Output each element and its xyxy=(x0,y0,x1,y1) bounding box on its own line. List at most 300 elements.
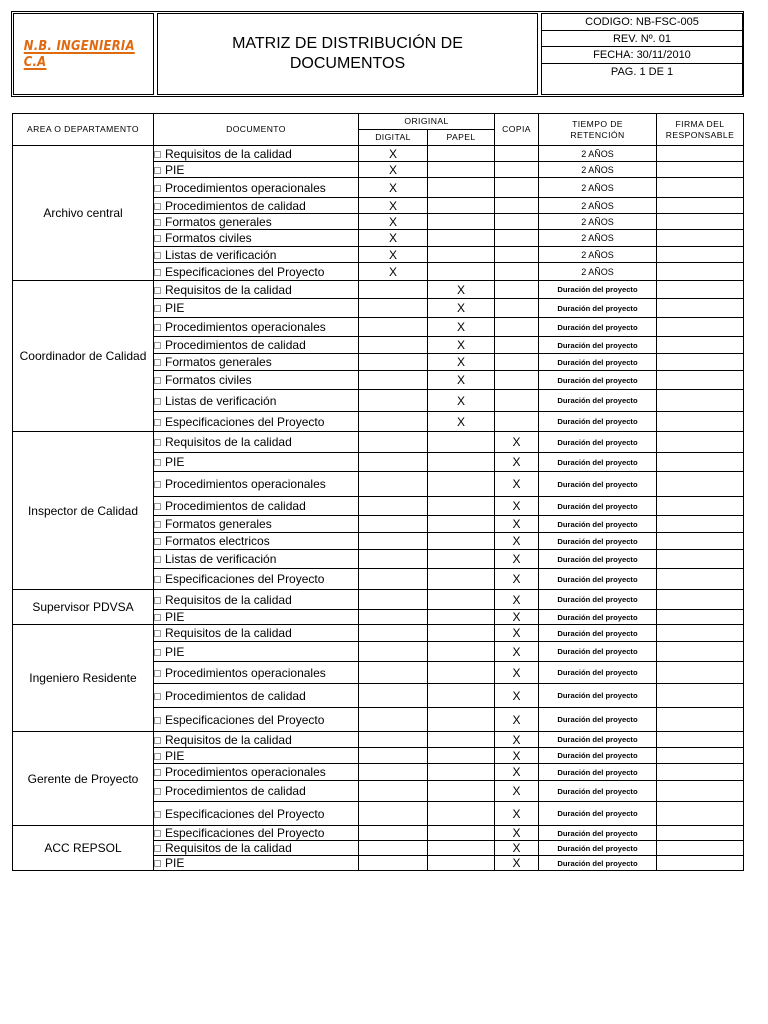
copia-cell xyxy=(495,178,539,198)
papel-cell: X xyxy=(428,337,495,354)
digital-cell xyxy=(359,841,428,856)
document-label: Requisitos de la calidad xyxy=(165,592,292,607)
checkbox-icon xyxy=(154,252,161,259)
digital-cell xyxy=(359,590,428,610)
papel-cell xyxy=(428,610,495,625)
copia-cell: X xyxy=(495,642,539,662)
retention-cell: Duración del proyecto xyxy=(539,625,657,642)
digital-cell: X xyxy=(359,162,428,178)
papel-cell xyxy=(428,230,495,247)
table-row xyxy=(13,146,744,162)
document-label: Procedimientos operacionales xyxy=(165,477,326,491)
col-firma-header xyxy=(657,114,744,146)
signature-cell xyxy=(657,533,744,550)
retention-cell: 2 AÑOS xyxy=(539,247,657,263)
checkbox-icon xyxy=(154,717,161,724)
signature-cell xyxy=(657,214,744,230)
retention-cell: Duración del proyecto xyxy=(539,748,657,764)
signature-cell xyxy=(657,453,744,472)
document-cell xyxy=(154,412,359,432)
digital-cell xyxy=(359,569,428,590)
digital-cell xyxy=(359,497,428,516)
checkbox-icon xyxy=(154,419,161,426)
signature-cell xyxy=(657,662,744,684)
digital-cell: X xyxy=(359,247,428,263)
digital-cell xyxy=(359,472,428,497)
checkbox-icon xyxy=(154,219,161,226)
signature-cell xyxy=(657,781,744,802)
papel-cell xyxy=(428,497,495,516)
col-copia-header: COPIA xyxy=(495,114,539,146)
copia-cell xyxy=(495,299,539,318)
signature-cell xyxy=(657,146,744,162)
document-cell xyxy=(154,781,359,802)
retention-cell: Duración del proyecto xyxy=(539,642,657,662)
copia-cell: X xyxy=(495,802,539,826)
copia-cell: X xyxy=(495,781,539,802)
col-digital-header: DIGITAL xyxy=(359,130,428,146)
checkbox-icon xyxy=(154,830,161,837)
retention-cell: Duración del proyecto xyxy=(539,781,657,802)
papel-cell: X xyxy=(428,390,495,412)
digital-cell xyxy=(359,708,428,732)
checkbox-icon xyxy=(154,737,161,744)
digital-cell xyxy=(359,550,428,569)
signature-cell xyxy=(657,497,744,516)
document-label: Formatos generales xyxy=(165,355,272,369)
document-cell xyxy=(154,497,359,516)
copia-cell xyxy=(495,354,539,371)
checkbox-icon xyxy=(154,630,161,637)
fecha: FECHA: 30/11/2010 xyxy=(542,47,742,64)
retention-cell: 2 AÑOS xyxy=(539,230,657,247)
digital-cell xyxy=(359,533,428,550)
papel-cell xyxy=(428,198,495,214)
document-cell xyxy=(154,263,359,281)
tiempo-line-1: TIEMPO DE xyxy=(572,118,623,129)
papel-cell xyxy=(428,684,495,708)
digital-cell xyxy=(359,516,428,533)
retention-cell: Duración del proyecto xyxy=(539,841,657,856)
papel-cell xyxy=(428,732,495,748)
document-label: PIE xyxy=(165,644,185,659)
retention-cell: Duración del proyecto xyxy=(539,516,657,533)
signature-cell xyxy=(657,432,744,453)
document-cell xyxy=(154,390,359,412)
document-label: PIE xyxy=(165,748,185,763)
retention-cell: 2 AÑOS xyxy=(539,263,657,281)
document-metadata xyxy=(541,13,743,95)
copia-cell xyxy=(495,247,539,263)
retention-cell: Duración del proyecto xyxy=(539,708,657,732)
papel-cell xyxy=(428,178,495,198)
digital-cell xyxy=(359,299,428,318)
signature-cell xyxy=(657,856,744,871)
area-cell: Archivo central xyxy=(13,146,154,281)
papel-cell xyxy=(428,590,495,610)
digital-cell xyxy=(359,684,428,708)
signature-cell xyxy=(657,263,744,281)
digital-cell xyxy=(359,432,428,453)
document-title xyxy=(157,13,538,95)
document-cell xyxy=(154,318,359,337)
document-cell xyxy=(154,472,359,497)
retention-cell: Duración del proyecto xyxy=(539,354,657,371)
checkbox-icon xyxy=(154,503,161,510)
retention-cell: Duración del proyecto xyxy=(539,412,657,432)
papel-cell xyxy=(428,516,495,533)
document-label: PIE xyxy=(165,610,185,624)
document-header xyxy=(11,11,744,97)
checkbox-icon xyxy=(154,649,161,656)
document-cell xyxy=(154,684,359,708)
signature-cell xyxy=(657,590,744,610)
papel-cell: X xyxy=(428,281,495,299)
checkbox-icon xyxy=(154,481,161,488)
document-label: Procedimientos operacionales xyxy=(165,665,326,680)
document-cell xyxy=(154,432,359,453)
signature-cell xyxy=(657,802,744,826)
table-row xyxy=(13,732,744,748)
copia-cell: X xyxy=(495,841,539,856)
signature-cell xyxy=(657,708,744,732)
col-original-header: ORIGINAL xyxy=(359,114,495,130)
col-papel-header: PAPEL xyxy=(428,130,495,146)
retention-cell: 2 AÑOS xyxy=(539,214,657,230)
papel-cell xyxy=(428,625,495,642)
papel-cell xyxy=(428,708,495,732)
retention-cell: Duración del proyecto xyxy=(539,318,657,337)
col-tiempo-header xyxy=(539,114,657,146)
revision: REV. Nº. 01 xyxy=(542,31,742,48)
retention-cell: Duración del proyecto xyxy=(539,453,657,472)
signature-cell xyxy=(657,826,744,841)
document-label: Formatos civiles xyxy=(165,231,252,245)
checkbox-icon xyxy=(154,788,161,795)
checkbox-icon xyxy=(154,693,161,700)
copia-cell xyxy=(495,281,539,299)
papel-cell xyxy=(428,748,495,764)
papel-cell: X xyxy=(428,412,495,432)
signature-cell xyxy=(657,371,744,390)
document-cell xyxy=(154,533,359,550)
document-cell xyxy=(154,625,359,642)
copia-cell: X xyxy=(495,625,539,642)
document-label: Especificaciones del Proyecto xyxy=(165,572,325,586)
copia-cell xyxy=(495,214,539,230)
signature-cell xyxy=(657,625,744,642)
digital-cell xyxy=(359,337,428,354)
document-label: PIE xyxy=(165,455,185,469)
checkbox-icon xyxy=(154,597,161,604)
signature-cell xyxy=(657,230,744,247)
document-label: Especificaciones del Proyecto xyxy=(165,264,325,279)
retention-cell: Duración del proyecto xyxy=(539,662,657,684)
document-cell xyxy=(154,550,359,569)
checkbox-icon xyxy=(154,287,161,294)
table-row xyxy=(13,432,744,453)
document-cell xyxy=(154,371,359,390)
checkbox-icon xyxy=(154,769,161,776)
firma-line-1: FIRMA DEL xyxy=(675,118,725,129)
copia-cell: X xyxy=(495,453,539,472)
document-cell xyxy=(154,299,359,318)
area-cell: Inspector de Calidad xyxy=(13,432,154,590)
checkbox-icon xyxy=(154,203,161,210)
checkbox-icon xyxy=(154,670,161,677)
signature-cell xyxy=(657,642,744,662)
document-cell xyxy=(154,610,359,625)
digital-cell xyxy=(359,610,428,625)
digital-cell xyxy=(359,453,428,472)
firma-line-2: RESPONSABLE xyxy=(665,129,735,140)
copia-cell: X xyxy=(495,472,539,497)
document-label: PIE xyxy=(165,162,185,177)
logo-cell xyxy=(13,13,154,95)
copia-cell xyxy=(495,146,539,162)
table-row xyxy=(13,826,744,841)
area-cell: Gerente de Proyecto xyxy=(13,732,154,826)
papel-cell xyxy=(428,533,495,550)
col-area-header: AREA O DEPARTAMENTO xyxy=(13,114,154,146)
document-label: Procedimientos de calidad xyxy=(165,784,306,798)
retention-cell: Duración del proyecto xyxy=(539,371,657,390)
area-cell: ACC REPSOL xyxy=(13,826,154,871)
document-cell xyxy=(154,337,359,354)
matrix-body xyxy=(13,146,744,871)
document-cell xyxy=(154,856,359,871)
document-cell xyxy=(154,146,359,162)
copia-cell: X xyxy=(495,684,539,708)
signature-cell xyxy=(657,178,744,198)
document-label: Formatos generales xyxy=(165,517,272,531)
papel-cell xyxy=(428,263,495,281)
copia-cell: X xyxy=(495,533,539,550)
papel-cell: X xyxy=(428,371,495,390)
digital-cell: X xyxy=(359,214,428,230)
signature-cell xyxy=(657,748,744,764)
papel-cell xyxy=(428,453,495,472)
document-cell xyxy=(154,802,359,826)
tiempo-line-2: RETENCIÓN xyxy=(570,129,625,140)
papel-cell xyxy=(428,569,495,590)
digital-cell xyxy=(359,662,428,684)
copia-cell: X xyxy=(495,662,539,684)
copia-cell: X xyxy=(495,856,539,871)
copia-cell: X xyxy=(495,516,539,533)
document-label: Requisitos de la calidad xyxy=(165,626,292,640)
document-cell xyxy=(154,662,359,684)
copia-cell: X xyxy=(495,432,539,453)
checkbox-icon xyxy=(154,377,161,384)
checkbox-icon xyxy=(154,342,161,349)
document-label: Especificaciones del Proyecto xyxy=(165,826,325,840)
checkbox-icon xyxy=(154,845,161,852)
copia-cell xyxy=(495,230,539,247)
papel-cell xyxy=(428,146,495,162)
retention-cell: 2 AÑOS xyxy=(539,178,657,198)
document-label: Requisitos de la calidad xyxy=(165,435,292,449)
signature-cell xyxy=(657,281,744,299)
title-line-1: MATRIZ DE DISTRIBUCIÓN DE xyxy=(232,35,463,52)
area-cell: Ingeniero Residente xyxy=(13,625,154,732)
signature-cell xyxy=(657,764,744,781)
digital-cell xyxy=(359,281,428,299)
document-label: Listas de verificación xyxy=(165,552,277,566)
checkbox-icon xyxy=(154,538,161,545)
checkbox-icon xyxy=(154,521,161,528)
signature-cell xyxy=(657,610,744,625)
signature-cell xyxy=(657,550,744,569)
copia-cell xyxy=(495,337,539,354)
document-label: Procedimientos de calidad xyxy=(165,198,306,213)
digital-cell xyxy=(359,781,428,802)
retention-cell: Duración del proyecto xyxy=(539,281,657,299)
document-cell xyxy=(154,354,359,371)
papel-cell: X xyxy=(428,299,495,318)
document-label: Formatos electricos xyxy=(165,534,270,548)
retention-cell: 2 AÑOS xyxy=(539,198,657,214)
digital-cell xyxy=(359,390,428,412)
document-label: Requisitos de la calidad xyxy=(165,146,292,161)
retention-cell: Duración del proyecto xyxy=(539,497,657,516)
retention-cell: Duración del proyecto xyxy=(539,472,657,497)
checkbox-icon xyxy=(154,614,161,621)
document-cell xyxy=(154,162,359,178)
papel-cell xyxy=(428,764,495,781)
area-cell: Coordinador de Calidad xyxy=(13,281,154,432)
pagina: PAG. 1 DE 1 xyxy=(610,65,674,78)
area-cell: Supervisor PDVSA xyxy=(13,590,154,625)
document-label: Listas de verificación xyxy=(165,247,277,262)
document-label: Formatos generales xyxy=(165,214,272,229)
document-cell xyxy=(154,708,359,732)
papel-cell: X xyxy=(428,354,495,371)
copia-cell xyxy=(495,263,539,281)
checkbox-icon xyxy=(154,439,161,446)
retention-cell: Duración del proyecto xyxy=(539,764,657,781)
copia-cell: X xyxy=(495,569,539,590)
digital-cell xyxy=(359,625,428,642)
digital-cell: X xyxy=(359,178,428,198)
copia-cell: X xyxy=(495,497,539,516)
digital-cell xyxy=(359,318,428,337)
retention-cell: 2 AÑOS xyxy=(539,146,657,162)
digital-cell xyxy=(359,826,428,841)
document-label: Requisitos de la calidad xyxy=(165,282,292,297)
digital-cell xyxy=(359,412,428,432)
table-row xyxy=(13,590,744,610)
document-label: Especificaciones del Proyecto xyxy=(165,806,325,821)
title-line-2: DOCUMENTOS xyxy=(289,55,406,72)
document-label: Requisitos de la calidad xyxy=(165,732,292,747)
signature-cell xyxy=(657,684,744,708)
document-cell xyxy=(154,841,359,856)
papel-cell xyxy=(428,826,495,841)
table-row xyxy=(13,625,744,642)
checkbox-icon xyxy=(154,324,161,331)
company-logo: N.B. INGENIERIA C.A xyxy=(23,38,135,70)
signature-cell xyxy=(657,732,744,748)
signature-cell xyxy=(657,337,744,354)
copia-cell: X xyxy=(495,550,539,569)
papel-cell xyxy=(428,642,495,662)
document-label: Procedimientos de calidad xyxy=(165,688,306,703)
checkbox-icon xyxy=(154,185,161,192)
checkbox-icon xyxy=(154,459,161,466)
signature-cell xyxy=(657,472,744,497)
checkbox-icon xyxy=(154,151,161,158)
papel-cell xyxy=(428,841,495,856)
retention-cell: Duración del proyecto xyxy=(539,432,657,453)
digital-cell: X xyxy=(359,146,428,162)
document-cell xyxy=(154,748,359,764)
codigo: CODIGO: NB-FSC-005 xyxy=(542,14,742,31)
document-cell xyxy=(154,826,359,841)
retention-cell: Duración del proyecto xyxy=(539,684,657,708)
digital-cell xyxy=(359,748,428,764)
retention-cell: 2 AÑOS xyxy=(539,162,657,178)
document-cell xyxy=(154,764,359,781)
document-label: Procedimientos de calidad xyxy=(165,338,306,352)
digital-cell: X xyxy=(359,263,428,281)
document-label: Especificaciones del Proyecto xyxy=(165,712,325,727)
digital-cell xyxy=(359,354,428,371)
document-cell xyxy=(154,198,359,214)
document-label: Formatos civiles xyxy=(165,373,252,387)
digital-cell xyxy=(359,371,428,390)
digital-cell xyxy=(359,802,428,826)
copia-cell: X xyxy=(495,732,539,748)
signature-cell xyxy=(657,247,744,263)
document-cell xyxy=(154,590,359,610)
checkbox-icon xyxy=(154,576,161,583)
signature-cell xyxy=(657,318,744,337)
checkbox-icon xyxy=(154,860,161,867)
document-cell xyxy=(154,516,359,533)
retention-cell: Duración del proyecto xyxy=(539,337,657,354)
copia-cell xyxy=(495,412,539,432)
document-cell xyxy=(154,214,359,230)
signature-cell xyxy=(657,569,744,590)
digital-cell xyxy=(359,732,428,748)
digital-cell xyxy=(359,856,428,871)
signature-cell xyxy=(657,162,744,178)
retention-cell: Duración del proyecto xyxy=(539,590,657,610)
copia-cell xyxy=(495,162,539,178)
document-cell xyxy=(154,281,359,299)
papel-cell xyxy=(428,162,495,178)
checkbox-icon xyxy=(154,753,161,760)
digital-cell: X xyxy=(359,230,428,247)
checkbox-icon xyxy=(154,167,161,174)
papel-cell xyxy=(428,214,495,230)
document-label: Procedimientos de calidad xyxy=(165,499,306,513)
document-label: Procedimientos operacionales xyxy=(165,180,326,195)
retention-cell: Duración del proyecto xyxy=(539,732,657,748)
retention-cell: Duración del proyecto xyxy=(539,299,657,318)
checkbox-icon xyxy=(154,556,161,563)
checkbox-icon xyxy=(154,305,161,312)
retention-cell: Duración del proyecto xyxy=(539,610,657,625)
document-label: Procedimientos operacionales xyxy=(165,320,326,334)
copia-cell xyxy=(495,390,539,412)
checkbox-icon xyxy=(154,235,161,242)
papel-cell xyxy=(428,550,495,569)
digital-cell xyxy=(359,642,428,662)
document-label: Especificaciones del Proyecto xyxy=(165,414,325,429)
document-cell xyxy=(154,230,359,247)
